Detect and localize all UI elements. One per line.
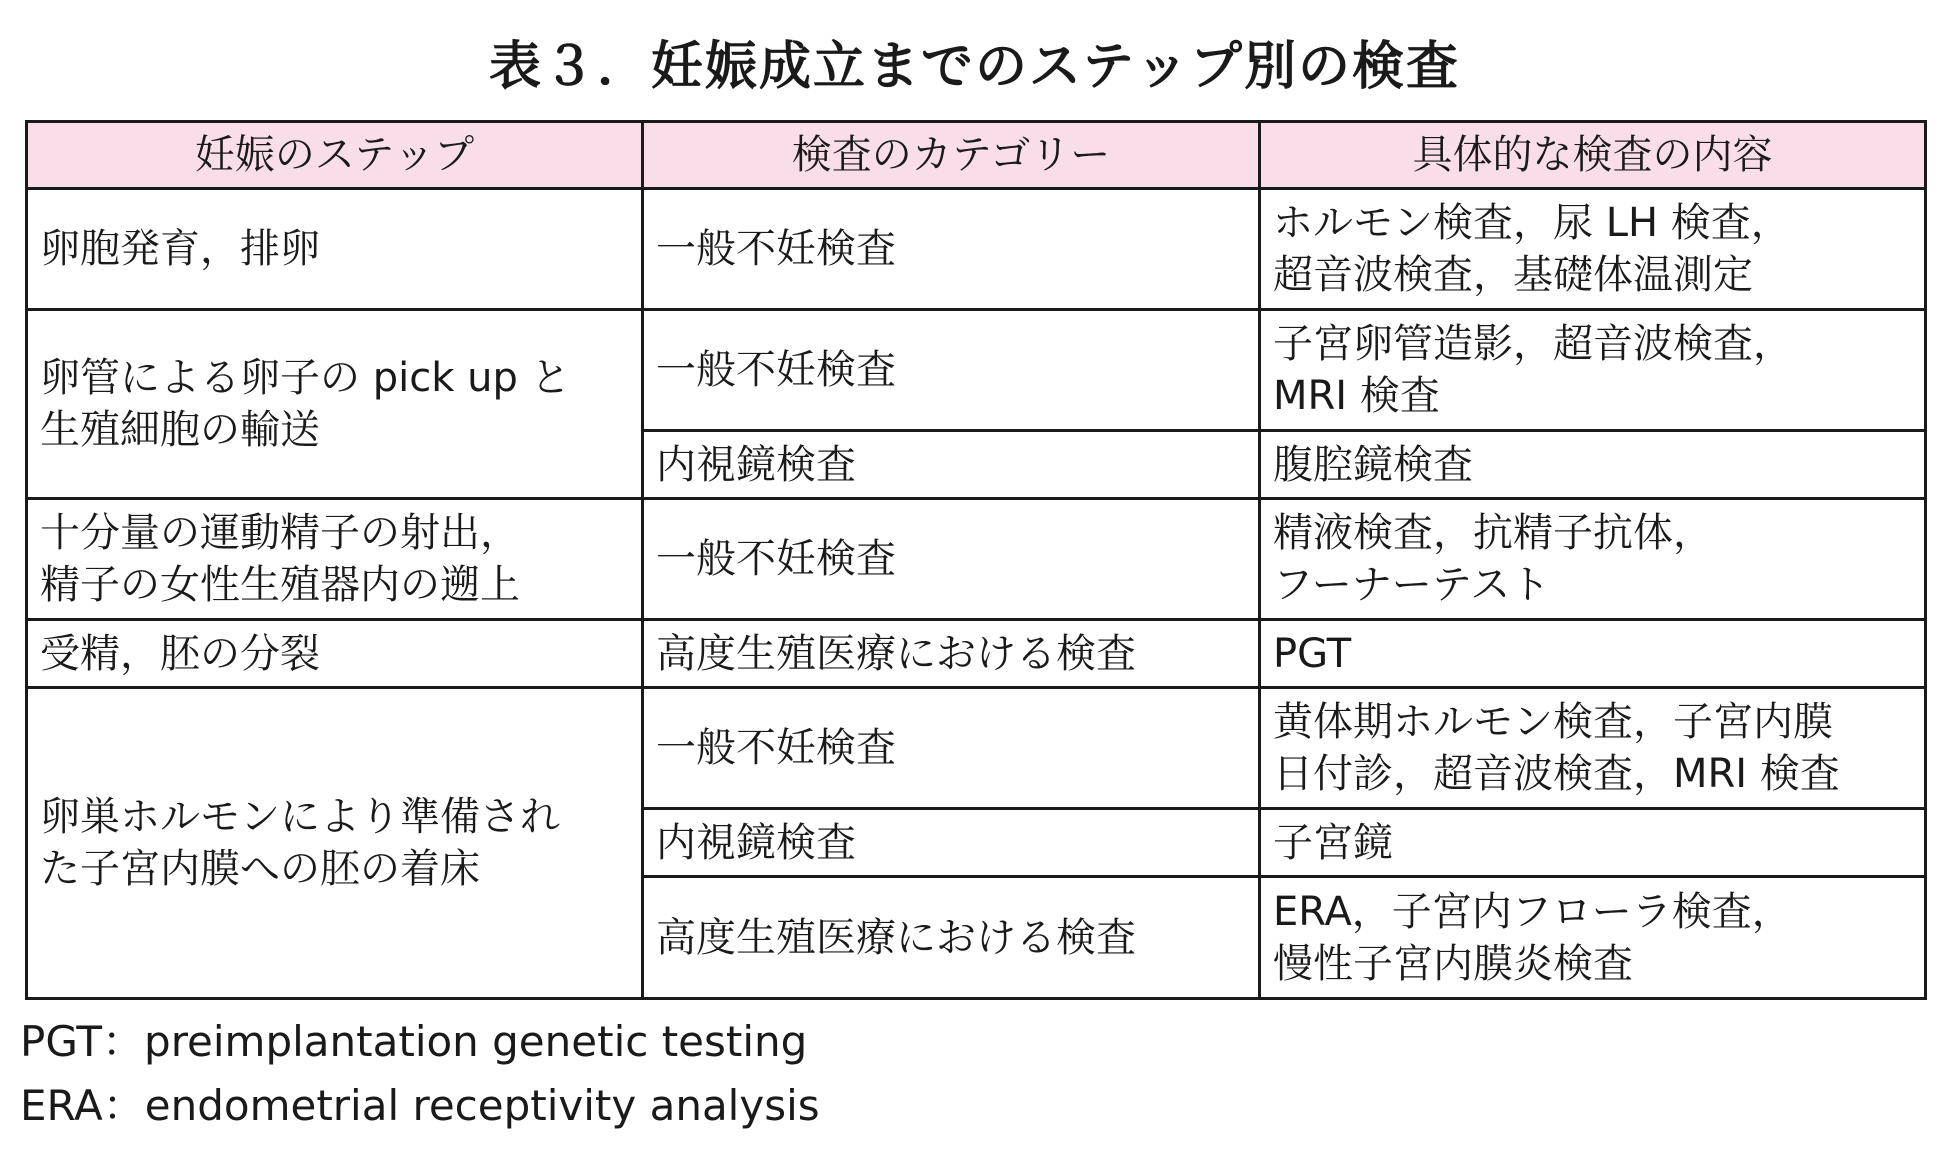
- category-text: 一般不妊検査: [656, 536, 896, 582]
- detail-text: 黄体期ホルモン検査，子宮内膜 日付診，超音波検査，MRI 検査: [1273, 699, 1840, 797]
- step-cell: [27, 688, 643, 999]
- detail-text: 精液検査，抗精子抗体， フーナーテスト: [1273, 510, 1713, 608]
- step-cell: [27, 310, 643, 499]
- category-text: 内視鏡検査: [656, 441, 856, 488]
- step-text: 卵管による卵子の pick up と 生殖細胞の輸送: [40, 355, 571, 453]
- detail-cell: [1260, 809, 1926, 877]
- step-text: 十分量の運動精子の射出， 精子の女性生殖器内の遡上: [40, 510, 520, 608]
- table-header-row: [27, 122, 1926, 189]
- exam-table: [25, 120, 1927, 1000]
- detail-cell: [1260, 310, 1926, 431]
- category-text: 高度生殖医療における検査: [656, 914, 1136, 961]
- category-text: 内視鏡検査: [656, 819, 856, 866]
- category-cell: [643, 310, 1260, 431]
- detail-text: 子宮鏡: [1273, 819, 1393, 866]
- detail-cell: [1260, 499, 1926, 620]
- step-cell: [27, 620, 643, 688]
- detail-text: 子宮卵管造影，超音波検査， MRI 検査: [1273, 321, 1793, 419]
- footnote-era: ERA：endometrial receptivity analysis: [20, 1081, 820, 1130]
- category-text: 一般不妊検査: [656, 347, 896, 393]
- table-row: [27, 620, 1926, 688]
- footnote-pgt: PGT：preimplantation genetic testing: [20, 1017, 808, 1066]
- step-text: 卵胞発育，排卵: [40, 226, 320, 272]
- detail-cell: [1260, 431, 1926, 499]
- table-row: [27, 189, 1926, 310]
- step-text: 卵巣ホルモンにより準備され た子宮内膜への胚の着床: [40, 794, 560, 892]
- footnotes: [20, 1010, 1920, 1138]
- table-row: [27, 310, 1926, 431]
- category-text: 一般不妊検査: [656, 725, 896, 771]
- step-cell: [27, 189, 643, 310]
- detail-cell: [1260, 877, 1926, 999]
- detail-text: PGT: [1273, 630, 1352, 677]
- header-step: 妊娠のステップ: [27, 122, 643, 189]
- category-cell: [643, 189, 1260, 310]
- category-text: 高度生殖医療における検査: [656, 630, 1136, 677]
- category-text: 一般不妊検査: [656, 226, 896, 272]
- category-cell: [643, 877, 1260, 999]
- detail-text: ホルモン検査，尿 LH 検査， 超音波検査，基礎体温測定: [1273, 200, 1791, 298]
- detail-text: 腹腔鏡検査: [1273, 441, 1473, 488]
- table-row: [27, 499, 1926, 620]
- detail-text: ERA，子宮内フローラ検査， 慢性子宮内膜炎検査: [1273, 888, 1792, 987]
- category-cell: [643, 809, 1260, 877]
- category-cell: [643, 620, 1260, 688]
- category-cell: [643, 688, 1260, 809]
- detail-cell: [1260, 688, 1926, 809]
- category-cell: [643, 431, 1260, 499]
- header-category: 検査のカテゴリー: [643, 122, 1260, 189]
- category-cell: [643, 499, 1260, 620]
- table-title: 表３．妊娠成立までのステップ別の検査: [489, 37, 1460, 97]
- header-detail: 具体的な検査の内容: [1260, 122, 1926, 189]
- detail-cell: [1260, 189, 1926, 310]
- table-row: [27, 688, 1926, 809]
- step-text: 受精，胚の分裂: [40, 630, 320, 677]
- detail-cell: [1260, 620, 1926, 688]
- step-cell: [27, 499, 643, 620]
